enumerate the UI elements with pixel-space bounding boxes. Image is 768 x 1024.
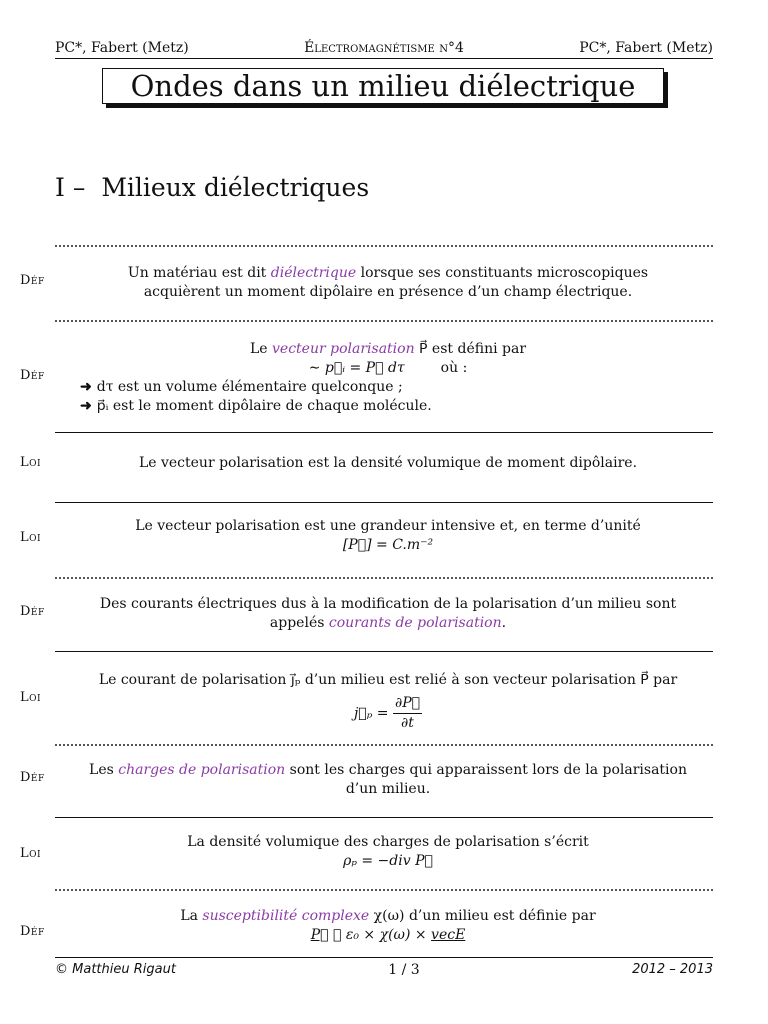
where-label: où : [440, 360, 468, 376]
def-text: sont les charges qui apparaissent lors de la polarisation d’un milieu. [285, 762, 687, 797]
block-tag: Loi [20, 530, 42, 545]
block-tag: Loi [20, 846, 42, 861]
law-unite-polarisation [88, 517, 688, 555]
solid-separator [55, 502, 713, 503]
def-text: . [501, 615, 507, 631]
def-text: χ(ω) d’un milieu est définie par [369, 908, 596, 924]
bullet-list [80, 378, 688, 416]
block-tag: Déf [20, 770, 45, 785]
definition-vecteur-polarisation [80, 340, 688, 416]
section-heading [55, 173, 369, 202]
law-text: Le courant de polarisation j⃗ₚ d’un milieu est relié à son vecteur polarisation P⃗ par [98, 672, 678, 688]
solid-separator [55, 432, 713, 433]
def-text: La [180, 908, 203, 924]
dotted-separator [55, 889, 713, 891]
def-text: Des courants électriques dus à la modification de la polarisation d’un milieu sont appelés [99, 596, 677, 631]
block-tag: Loi [20, 690, 42, 705]
equation: ρₚ = −div P⃗ [343, 853, 433, 869]
law-text: Le vecteur polarisation est une grandeur intensive et, en terme d’unité [135, 518, 641, 534]
header-center: Électromagnétisme n°4 [304, 40, 464, 56]
block-tag: Déf [20, 604, 45, 619]
dotted-separator [55, 744, 713, 746]
solid-separator [55, 817, 713, 818]
dotted-separator [55, 577, 713, 579]
page-title-box [102, 68, 664, 104]
page-number: 1 / 3 [388, 962, 420, 978]
footer-author: © Matthieu Rigaut [55, 962, 176, 977]
list-item: ➜ dτ est un volume élémentaire quelconque ; [80, 379, 403, 395]
header-left: PC*, Fabert (Metz) [55, 40, 189, 56]
footer-year: 2012 – 2013 [632, 962, 713, 977]
def-text: Les [89, 762, 119, 778]
equation-lhs: j⃗ₚ = [353, 705, 389, 722]
page-title: Ondes dans un milieu diélectrique [130, 69, 636, 103]
law-text: Le vecteur polarisation est la densité volumique de moment dipôlaire. [138, 455, 638, 471]
equation: [P⃗] = C.m⁻² [342, 537, 434, 553]
block-tag: Déf [20, 368, 45, 383]
law-text: La densité volumique des charges de polarisation s’écrit [187, 834, 589, 850]
definition-dielectrique [88, 264, 688, 302]
arrow-right-icon: ➜ [80, 398, 92, 414]
def-text: Le [249, 341, 273, 357]
definition-susceptibilite [88, 907, 688, 945]
fraction-numerator: ∂P⃗ [393, 694, 422, 714]
law-densite-dipolaire [88, 454, 688, 473]
defined-term: vecteur polarisation [272, 341, 415, 357]
def-text: lorsque ses constituants microscopiques acquièrent un moment dipôlaire en présence d’un champ électrique. [143, 265, 649, 300]
law-courant-polarisation [88, 671, 688, 733]
definition-courants-polarisation [88, 595, 688, 633]
page-footer [55, 957, 713, 978]
fraction-denominator: ∂t [401, 715, 414, 731]
equation: ∼ p⃗ᵢ = P⃗ dτ [308, 360, 405, 376]
definition-charges-polarisation [88, 761, 688, 799]
arrow-right-icon: ➜ [80, 379, 92, 395]
block-tag: Déf [20, 924, 45, 939]
equation: P⃗ ≜ ε₀ × χ(ω) × vecE [310, 927, 466, 943]
section-number: I – [55, 173, 86, 202]
dotted-separator [55, 320, 713, 322]
defined-term: courants de polarisation [328, 615, 502, 631]
defined-term: diélectrique [270, 265, 357, 281]
list-item: ➜ p⃗ᵢ est le moment dipôlaire de chaque molécule. [80, 398, 432, 414]
equation [88, 694, 688, 733]
law-densite-charges [88, 833, 688, 871]
running-header [55, 40, 713, 59]
header-right: PC*, Fabert (Metz) [579, 40, 713, 56]
block-tag: Déf [20, 273, 45, 288]
block-tag: Loi [20, 455, 42, 470]
defined-term: charges de polarisation [118, 762, 286, 778]
dotted-separator [55, 245, 713, 247]
def-text: Un matériau est dit [127, 265, 271, 281]
solid-separator [55, 651, 713, 652]
def-text: P⃗ est défini par [414, 341, 527, 357]
fraction [393, 694, 422, 733]
defined-term: susceptibilité complexe [202, 908, 370, 924]
section-title: Milieux diélectriques [101, 173, 370, 202]
